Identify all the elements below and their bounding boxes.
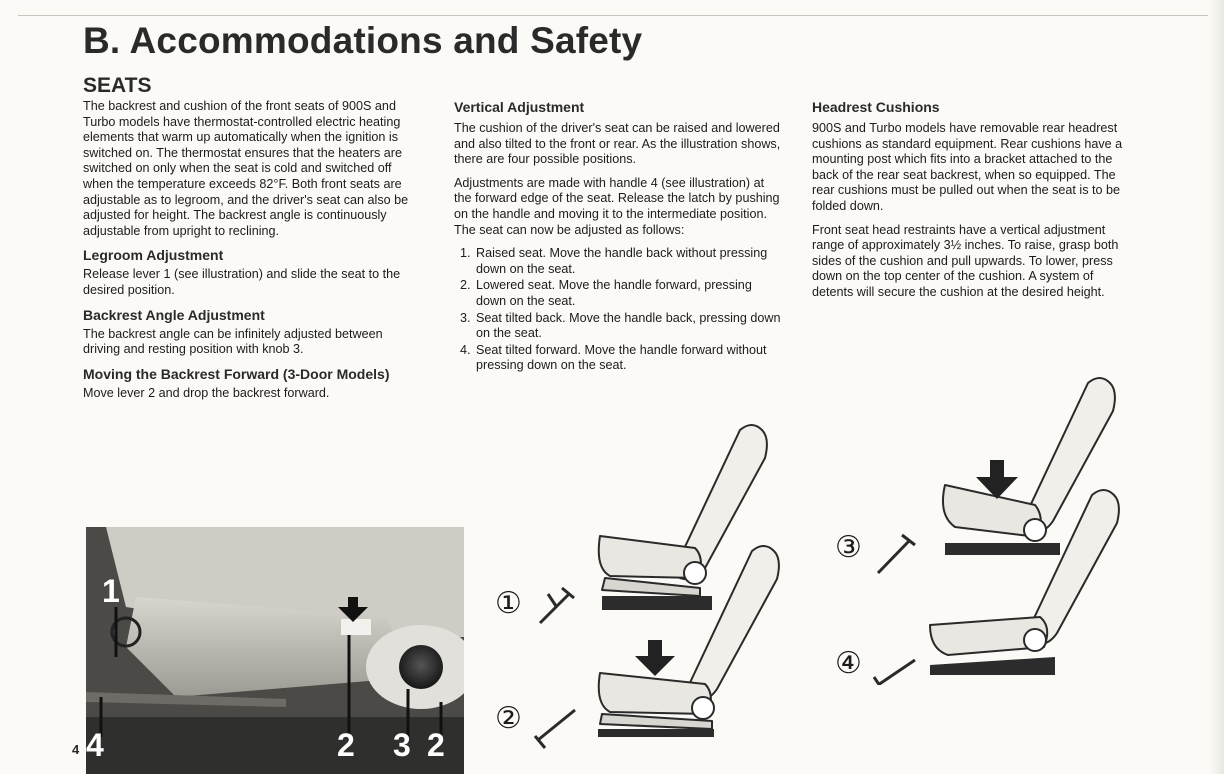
seat-position-diagrams-1-2 bbox=[490, 418, 790, 763]
vertical-adjustment-heading: Vertical Adjustment bbox=[454, 99, 585, 115]
diagram-label-4: ④ bbox=[835, 646, 862, 681]
diagram-label-3: ③ bbox=[835, 530, 862, 565]
photo-label-3: 3 bbox=[393, 727, 411, 763]
headrest-paragraph-1: 900S and Turbo models have removable rear headrest cushions as standard equipment. Rear cushions have a mounting post which fits into a bracket attached to the back of the rear seat backrest, when so equipped. The rear cushions must be pulled out when the seat is to be folded down. bbox=[812, 121, 1123, 213]
seats-intro-paragraph: The backrest and cushion of the front seats of 900S and Turbo models have thermostat-controlled electric heating elements that warm up automatically when the ignition is switched on. The thermostat ensures that the heaters are switched on only when the seat is cold and switched off when the temperature exceeds 82°F. Both front seats are adjustable as to legroom, and the driver's seat can also be adjusted for height. The backrest angle is continuously adjustable from upright to reclining. bbox=[83, 99, 409, 238]
headrest-cushions-heading: Headrest Cushions bbox=[812, 99, 940, 115]
list-item: 3. Seat tilted back. Move the handle back, pressing down on the seat. bbox=[474, 311, 781, 342]
list-item: 2. Lowered seat. Move the handle forward, pressing down on the seat. bbox=[474, 278, 781, 309]
legroom-paragraph: Release lever 1 (see illustration) and slide the seat to the desired position. bbox=[83, 267, 401, 297]
column-headrest-cushions bbox=[812, 99, 1138, 309]
vertical-adjustment-paragraph-2: Adjustments are made with handle 4 (see illustration) at the forward edge of the seat. Release the latch by pushing on the handle and moving it to the intermediate position. The seat can now be adjusted as follows: bbox=[454, 175, 780, 237]
photo-label-2-right: 2 bbox=[427, 727, 445, 763]
headrest-paragraph-2: Front seat head restraints have a vertical adjustment range of approximately 3½ inches. To raise, grasp both sides of the cushion and pull upwards. To lower, press down on the top center of the cushion. A system of detents will secure the cushion at the desired height. bbox=[812, 222, 1119, 299]
backrest-angle-paragraph: The backrest angle can be infinitely adjusted between driving and resting position with knob 3. bbox=[83, 326, 383, 357]
seat-controls-photo bbox=[86, 527, 464, 774]
column-vertical-adjustment bbox=[454, 99, 781, 375]
list-item: 1. Raised seat. Move the handle back without pressing down on the seat. bbox=[474, 246, 781, 277]
diagram-label-2: ② bbox=[495, 701, 522, 736]
section-heading-seats: SEATS bbox=[83, 74, 152, 97]
list-item: 4. Seat tilted forward. Move the handle forward without pressing down on the seat. bbox=[474, 343, 781, 374]
seat-position-diagrams-3-4 bbox=[830, 375, 1130, 685]
photo-label-1: 1 bbox=[102, 573, 120, 609]
legroom-heading: Legroom Adjustment bbox=[83, 247, 224, 264]
column-seats bbox=[83, 99, 410, 409]
photo-label-2-left: 2 bbox=[337, 727, 355, 763]
backrest-forward-paragraph: Move lever 2 and drop the backrest forward. bbox=[83, 385, 330, 400]
page-title: B. Accommodations and Safety bbox=[83, 20, 643, 61]
photo-label-4: 4 bbox=[86, 727, 104, 763]
vertical-adjustment-paragraph-1: The cushion of the driver's seat can be raised and lowered and also tilted to the front or rear. As the illustration shows, there are four possible positions. bbox=[454, 121, 781, 167]
backrest-angle-heading: Backrest Angle Adjustment bbox=[83, 306, 265, 323]
page-number: 4 bbox=[72, 742, 80, 757]
backrest-forward-heading: Moving the Backrest Forward (3-Door Models) bbox=[83, 365, 390, 382]
top-rule bbox=[18, 15, 1208, 16]
adjustment-steps-list bbox=[454, 246, 781, 374]
page-edge-shadow bbox=[1210, 0, 1224, 774]
diagram-label-1: ① bbox=[495, 586, 522, 621]
